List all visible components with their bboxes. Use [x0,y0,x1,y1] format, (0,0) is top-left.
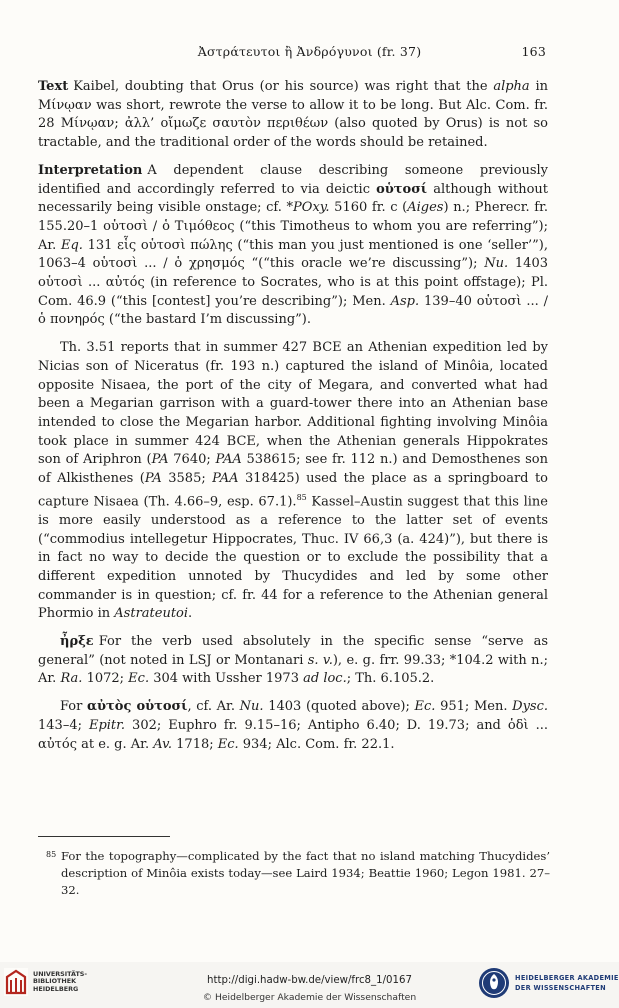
footnote-divider [38,836,170,837]
text-run: 1403 (quoted above); [263,699,415,715]
footnote [38,848,550,899]
permalink-url[interactable]: http://digi.hadw-bw.de/view/frc8_1/0167 [207,975,412,986]
text-run: For the verb used absolutely in the specific sense “serve as general” (not noted in LSJ or Montanari [38,634,548,668]
section-heading-interpretation: Interpretation [38,162,143,178]
text-run: Kassel–Austin suggest that this line is more easily understood as a reference to the latter set of events (“commodius intellegetur Hippocrates, Thuc. IV 66,3 (a. 424)”), but there is in fact no way to decide the question or to exclude the possibility that a different expedition unnoted by Thucydides and led by some other commander is in question; cf. fr. 44 for a reference to the Athenian general Phormio in [38,494,548,622]
italic-run: Asp. [390,293,420,309]
text-run: 131 εἷς οὑτοσὶ πώλης (“this man you just mentioned is one ‘seller’”), 1063–4 οὑτοσὶ ... / ὁ χρησμός “(“this oracle we’re discussing”); [38,237,548,272]
bold-run: οὑτοσί [376,181,428,197]
italic-run: Aiges [407,200,444,216]
ub-line: UNIVERSITÄTS- [33,970,88,978]
academy-line: DER WISSENSCHAFTEN [515,984,606,992]
text-run: 139–40 οὑτοσὶ ... / ὁ πονηρός (“the bastard I’m discussing”). [38,293,548,328]
viewer-footer [0,962,619,1008]
italic-run: Eq. [60,237,83,253]
italic-run: PAA [215,452,242,468]
text-run: 302; Euphro fr. 9.15–16; Antipho 6.40; D. 19.73; and ὁδὶ ... αὐτός at e. g. Ar. [38,717,548,752]
academy-line: HEIDELBERGER AKADEMIE [515,974,619,982]
italic-run: Astrateutoi [114,606,189,622]
text-run: although without necessarily being visible onstage; cf. [38,181,549,216]
footnote-mark: 85 [46,850,57,859]
text-run: 318425) used the place as a springboard to capture Nisaea (Th. 4.66–9, esp. 67.1). [38,471,548,510]
italic-run: ad loc. [303,671,347,687]
paragraph-interpretation [38,162,548,330]
page-number: 163 [521,44,546,59]
ub-line: BIBLIOTHEK [33,977,77,986]
text-run: 1072; [82,671,129,687]
paragraph-autos-houtosi [38,698,548,754]
text-run: 1403 οὑτοσὶ ... αὐτός (in reference to Socrates, who is at this point offstage); Pl. Com. 46.9 (“this [contest] you’re describing”); Men. [38,256,548,309]
running-head [0,44,619,62]
text-run: 1718; [172,736,218,752]
text-run: in Μίνῳαν was short, rewrote the verse to allow it to be long. But Alc. Com. fr. 28 Μίνῳαν; ἀλλ’ οἴμωζε σαυτὸν περιθέων (also quoted by Orus) is not so tractable, and the traditional order of the words should be retained. [38,79,549,151]
italic-run: Av. [153,736,173,752]
footnote-text: For the topography—complicated by the fact that no island matching Thucydides’ description of Minôia exists today—see Laird 1934; Beattie 1960; Legon 1981. 27–32. [61,849,550,897]
text-run: 7640; [168,452,216,468]
text-run: ), e. g. frr. 99.33; *104.2 with n.; Ar. [38,652,549,687]
text-run: For [60,699,88,715]
text-run: Kaibel, doubting that Orus (or his source) was right that the [73,79,494,94]
italic-run: PA [151,452,169,468]
text-run: A dependent clause describing someone previously identified and accordingly referred to via deictic [38,162,548,197]
italic-run: PA [144,471,162,487]
italic-run: Ra. [60,671,83,687]
text-run: 5160 fr. c ( [329,200,408,216]
academy-name [515,973,619,993]
ub-line: HEIDELBERG [33,984,79,993]
footnote-reference[interactable]: 85 [296,492,307,502]
italic-run: Ec. [414,699,436,715]
text-run: 3585; [161,471,213,487]
italic-run: *POxy. [286,200,330,216]
text-run: . [188,606,193,622]
body-text [38,78,548,754]
italic-run: PAA [212,471,239,487]
text-run: ; Th. 6.105.2. [346,671,435,687]
text-run: 951; Men. [435,699,513,715]
italic-run: Nu. [484,256,509,272]
paragraph-text [38,78,548,153]
italic-run: Dysc. [512,699,548,715]
copyright-notice: © Heidelberger Akademie der Wissenschaften [202,992,417,1003]
italic-run: Ec. [128,671,150,687]
paragraph-erxe [38,633,548,689]
running-title: Ἀστράτευτοι ἢ Ἀνδρόγυνοι (fr. 37) [197,44,422,59]
text-run: Th. 3.51 reports that in summer 427 BCE an Athenian expedition led by Nicias son of Niceratus (fr. 193 n.) captured the island of Minôia, located opposite Nisaea, the port of the city of Megara, and converted what had been a Megarian garrison with a guard-tower there into an Athenian base intended to close the Megarian harbor. Additional fighting involving Minôia took place in summer 424 BCE, when the Athenian generals Hippokrates son of Ariphron ( [38,340,548,468]
italic-run: alpha [493,79,530,94]
text-run: , cf. Ar. [187,699,240,715]
italic-run: Epitr. [88,717,126,733]
italic-run: Nu. [239,699,264,715]
text-run: ) n.; Pherecr. fr. 155.20–1 οὑτοσὶ / ὁ Τιμόθεος (“this Timotheus to whom you are referring”); Ar. [38,200,548,253]
lemma-erxe: ἦρξε [60,634,94,650]
bold-run: αὐτὸς οὑτοσί [87,699,188,715]
text-run: 934; Alc. Com. fr. 22.1. [238,736,395,752]
section-heading-text: Text [38,79,69,94]
academy-seal-icon[interactable] [478,967,510,999]
text-run: 538615; see fr. 112 n.) and Demosthenes son of Alkisthenes ( [38,452,549,487]
text-run: 304 with Ussher 1973 [149,671,304,687]
text-run: 143–4; [38,717,89,733]
italic-run: s. v. [307,652,333,668]
paragraph-minoia [38,339,548,624]
italic-run: Ec. [217,736,239,752]
